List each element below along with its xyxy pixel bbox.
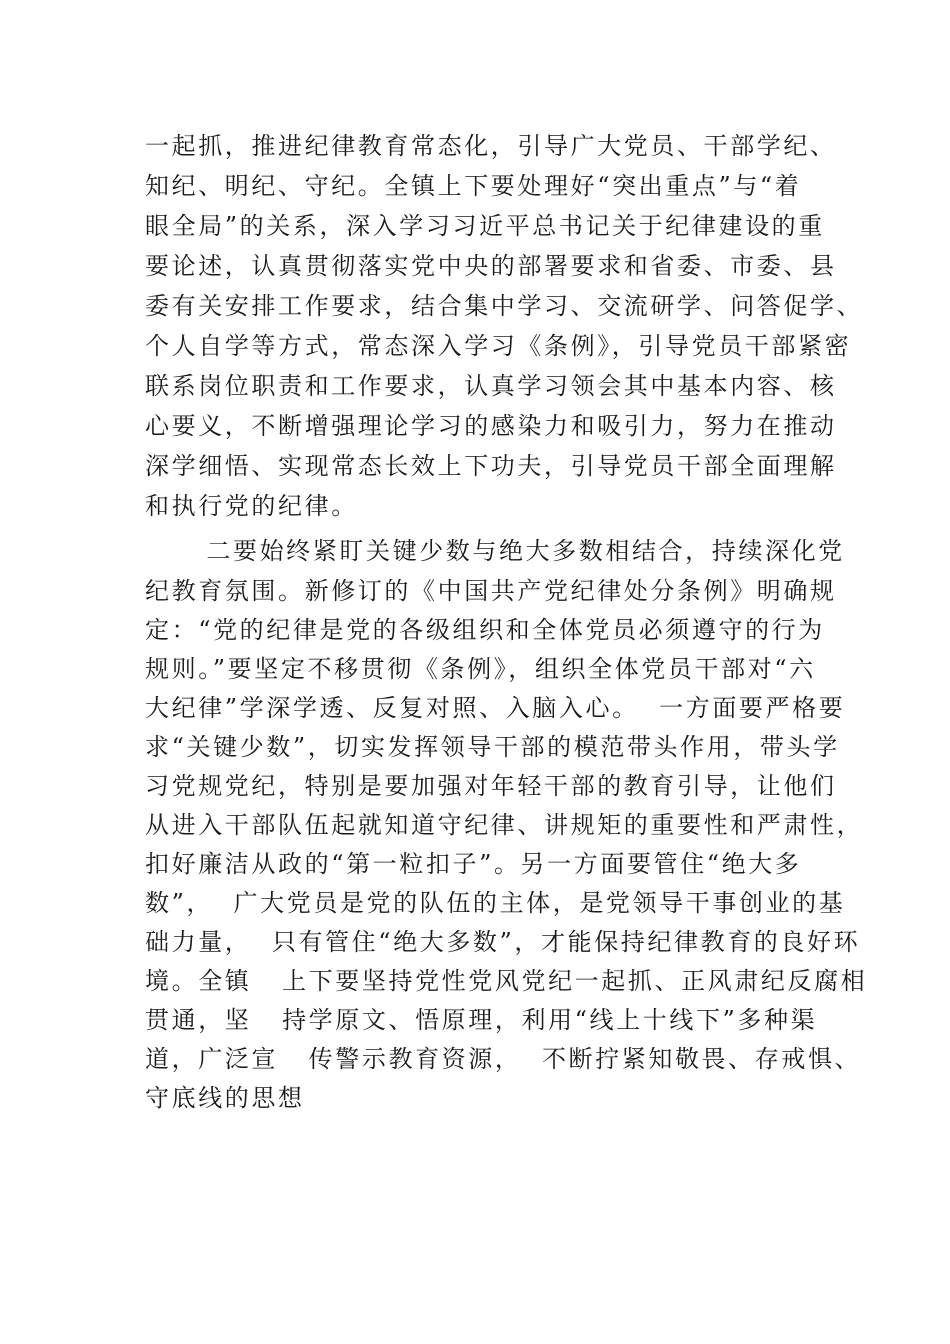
text-line: 纪教育氛围。新修订的《中国共产党纪律处分条例》明确规	[145, 577, 837, 605]
text-line: 数”， 广大党员是党的队伍的主体，是党领导干事创业的基	[145, 889, 846, 917]
text-line: 知纪、明纪、守纪。全镇上下要处理好“突出重点”与“着	[145, 172, 802, 200]
text-line: 求“关键少数”，切实发挥领导干部的模范带头作用，带头学	[145, 733, 840, 761]
text-line: 境。全镇 上下要坚持党性党风党纪一起抓、正风肃纪反腐相	[145, 967, 868, 995]
text-line: 贯通，坚 持学原文、悟原理，利用“线上十线下”多种渠	[145, 1006, 818, 1034]
text-line: 道，广泛宣 传警示教育资源， 不断拧紧知敬畏、存戒惧、	[145, 1045, 862, 1073]
text-line: 眼全局”的关系，深入学习习近平总书记关于纪律建设的重	[145, 212, 825, 240]
text-line: 扣好廉洁从政的“第一粒扣子”。另一方面要管住“绝大多	[145, 850, 802, 878]
text-line: 联系岗位职责和工作要求，认真学习领会其中基本内容、核	[145, 372, 837, 400]
text-line: 和执行党的纪律。	[145, 492, 358, 520]
text-line: 一起抓，推进纪律教育常态化，引导广大党员、干部学纪、	[145, 132, 837, 160]
text-line: 二要始终紧盯关键少数与绝大多数相结合，持续深化党	[145, 537, 845, 565]
text-line: 心要义，不断增强理论学习的感染力和吸引力，努力在推动	[145, 412, 837, 440]
text-line: 础力量， 只有管住“绝大多数”，才能保持纪律教育的良好环	[145, 928, 861, 956]
text-line: 深学细悟、实现常态长效上下功夫，引导党员干部全面理解	[145, 452, 837, 480]
text-line: 个人自学等方式，常态深入学习《条例》，引导党员干部紧密	[145, 332, 852, 360]
text-line: 习党规党纪，特别是要加强对年轻干部的教育引导，让他们	[145, 772, 837, 800]
text-line: 定：“党的纪律是党的各级组织和全体党员必须遵守的行为	[145, 616, 825, 644]
text-line: 委有关安排工作要求，结合集中学习、交流研学、问答促学、	[145, 292, 864, 320]
text-line: 守底线的思想	[145, 1084, 305, 1112]
text-line: 从进入干部队伍起就知道守纪律、讲规矩的重要性和严肃性，	[145, 811, 864, 839]
text-line: 规则。”要坚定不移贯彻《条例》，组织全体党员干部对“六	[145, 655, 816, 683]
text-line: 要论述，认真贯彻落实党中央的部署要求和省委、市委、县	[145, 252, 837, 280]
text-line: 大纪律”学深学透、反复对照、入脑入心。 一方面要严格要	[145, 694, 846, 722]
